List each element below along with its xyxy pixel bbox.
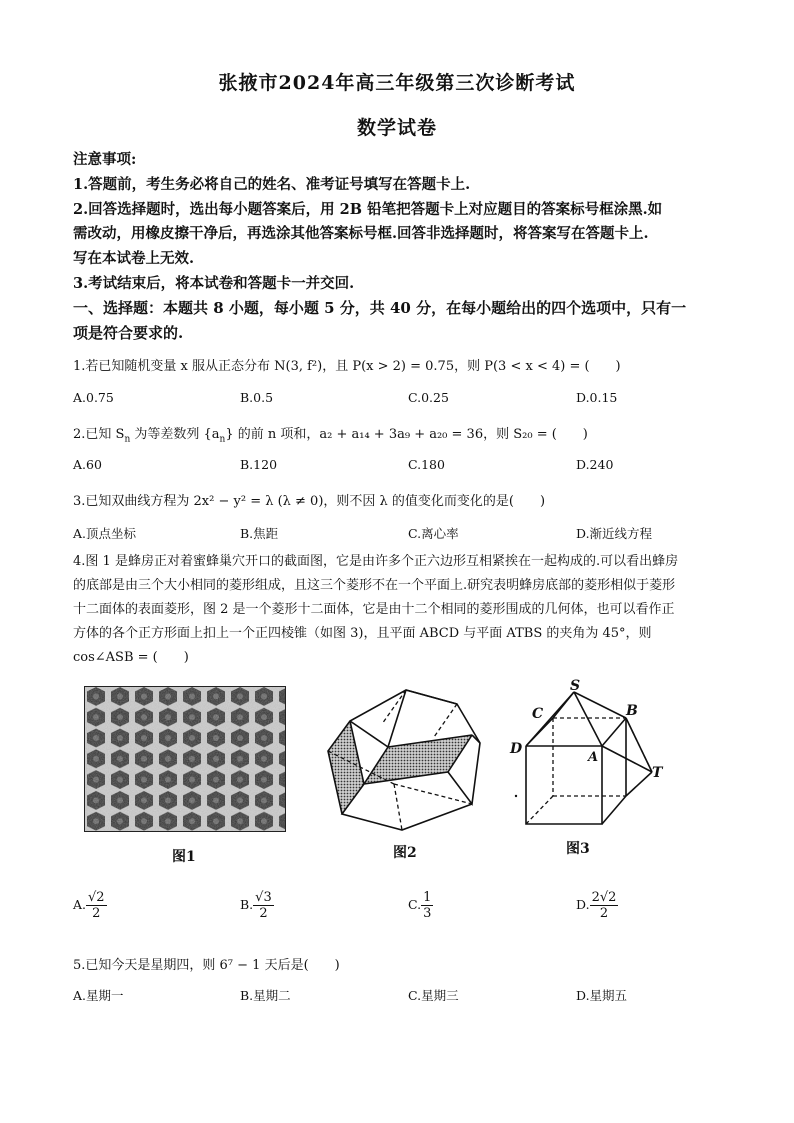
notice-heading: 注意事项: xyxy=(73,151,137,168)
label-C: C xyxy=(532,706,544,722)
label-D: D xyxy=(510,741,523,757)
question-4-option-a: A. $\frac{√2}{2}$ xyxy=(73,890,105,921)
notice-item-1: 1.答题前，考生务必将自己的姓名、准考证号填写在答题卡上. xyxy=(73,176,471,193)
rhombic-dodecahedron-figure xyxy=(322,684,486,834)
question-5-stem: 5.已知今天是星期四，则 6⁷ − 1 天后是( ) xyxy=(73,958,340,973)
question-3-option-d: D.渐近线方程 xyxy=(576,526,653,541)
question-4-line-3: 十二面体的表面菱形，图 2 是一个菱形十二面体，它是由十二个相同的菱形围成的几何体，也可以看作正 xyxy=(73,602,675,617)
question-2-option-a: A.60 xyxy=(73,457,102,472)
label-S: S xyxy=(570,678,581,694)
question-3-option-a: A.顶点坐标 xyxy=(73,526,137,541)
notice-item-2-line-2: 需改动，用橡皮擦干净后，再选涂其他答案标号框.回答非选择题时，将答案写在答题卡上. xyxy=(73,225,649,242)
question-1-option-a: A.0.75 xyxy=(73,390,114,405)
question-1-option-c: C.0.25 xyxy=(408,390,449,405)
figure-1-caption: 图1 xyxy=(172,849,196,865)
question-1-stem: 1.若已知随机变量 x 服从正态分布 N(3, f²)，且 P(x > 2) = 0.75，则 P(3 < x < 4) = ( ) xyxy=(73,359,621,374)
label-B: B xyxy=(626,703,638,719)
notice-item-3: 3.考试结束后，将本试卷和答题卡一并交回. xyxy=(73,275,355,292)
question-4-line-5: cos∠ASB = ( ) xyxy=(73,650,189,665)
question-1-option-b: B.0.5 xyxy=(240,390,274,405)
label-A: A xyxy=(588,750,599,765)
question-2-option-d: D.240 xyxy=(576,457,614,472)
question-4-line-1: 4.图 1 是蜂房正对着蜜蜂巢穴开口的截面图，它是由许多个正六边形互相紧挨在一起构成的.可以看出蜂房 xyxy=(73,554,679,569)
notice-item-2-line-3: 写在本试卷上无效. xyxy=(73,250,195,267)
question-2-stem: 2.已知 $S_n$ 为等差数列 $\{a_n\}$ 的前 n 项和，a₂ + a₁₄ + 3a₉ + a₂₀ = 36，则 S₂₀ = ( ) xyxy=(73,427,588,445)
section-heading-line-1: 一、选择题：本题共 8 小题，每小题 5 分，共 40 分，在每小题给出的四个选项中，只有一 xyxy=(73,299,687,317)
honeycomb-photo xyxy=(84,686,286,832)
page-subtitle: 数学试卷 xyxy=(356,117,437,139)
question-4-line-4: 方体的各个正方形面上扣上一个正四棱锥（如图 3)，且平面 ABCD 与平面 ATBS 的夹角为 45°，则 xyxy=(73,626,652,641)
question-3-option-b: B.焦距 xyxy=(240,526,279,541)
question-3-option-c: C.离心率 xyxy=(408,526,459,541)
figure-3-caption: 图3 xyxy=(566,841,590,857)
question-5-option-a: A.星期一 xyxy=(73,988,124,1003)
question-5-option-c: C.星期三 xyxy=(408,988,459,1003)
notice-item-2-line-1: 2.回答选择题时，选出每小题答案后，用 2B 铅笔把答题卡上对应题目的答案标号框涂黑.如 xyxy=(73,201,663,218)
page-title: 张掖市2024年高三年级第三次诊断考试 xyxy=(218,72,576,94)
question-4-option-d: D. $\frac{2√2}{2}$ xyxy=(576,890,617,921)
section-heading-line-2: 项是符合要求的. xyxy=(73,324,184,342)
figure-2-caption: 图2 xyxy=(393,845,417,861)
question-4-option-c: C. $\frac{1}{3}$ xyxy=(408,890,432,921)
question-2-option-b: B.120 xyxy=(240,457,278,472)
label-T: T xyxy=(652,765,663,781)
question-1-option-d: D.0.15 xyxy=(576,390,618,405)
question-5-option-b: B.星期二 xyxy=(240,988,291,1003)
question-4-line-2: 的底部是由三个大小相同的菱形组成，且这三个菱形不在一个平面上.研究表明蜂房底部的菱形相似于菱形 xyxy=(73,578,676,593)
question-5-option-d: D.星期五 xyxy=(576,988,628,1003)
question-4-option-b: B. $\frac{√3}{2}$ xyxy=(240,890,272,921)
question-3-stem: 3.已知双曲线方程为 2x² − y² = λ (λ ≠ 0)，则不因 λ 的值变化而变化的是( ) xyxy=(73,494,546,509)
question-2-option-c: C.180 xyxy=(408,457,445,472)
